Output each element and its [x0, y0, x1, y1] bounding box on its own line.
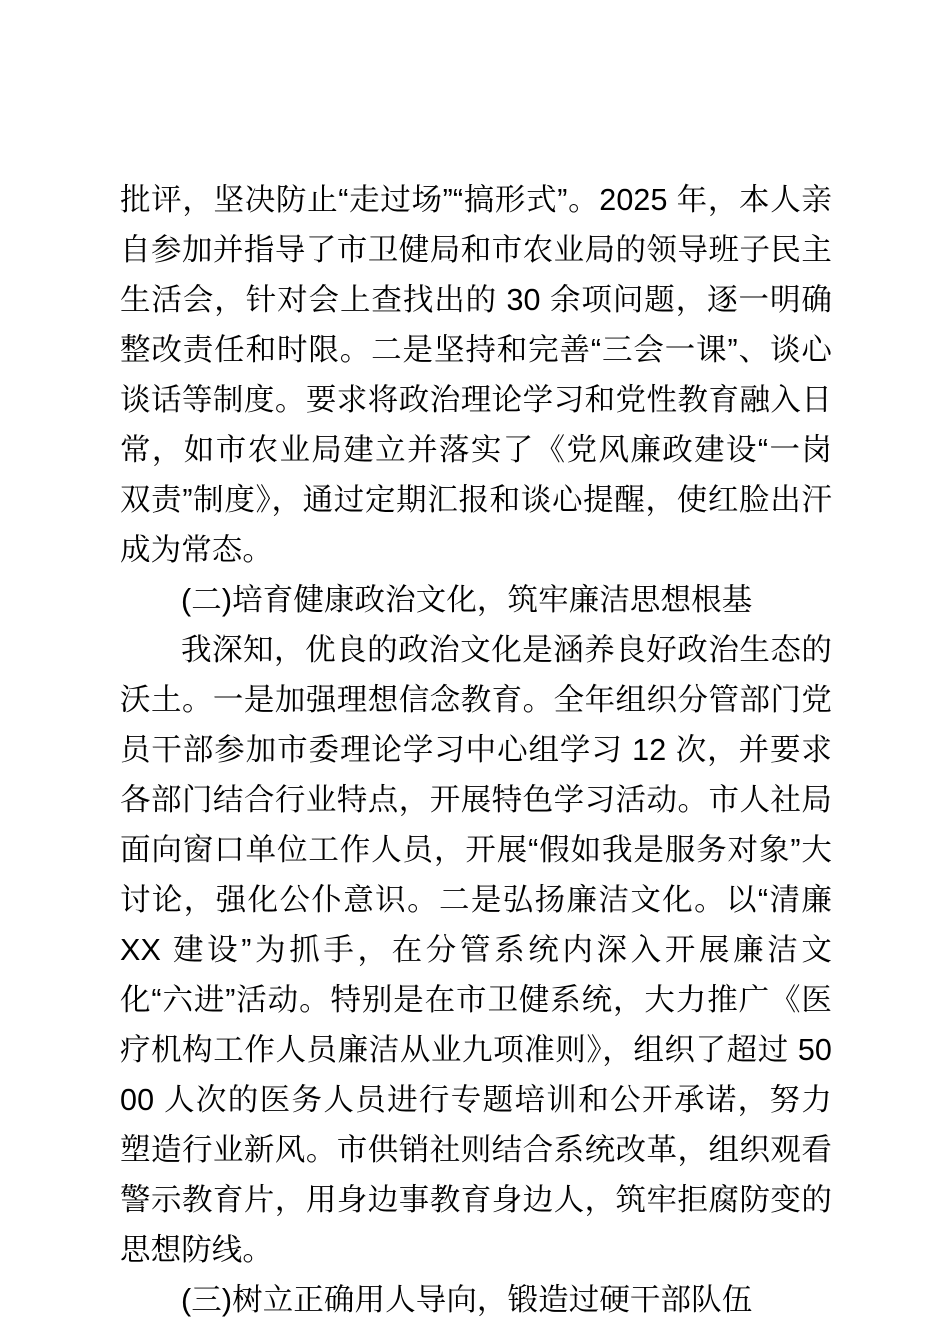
document-body — [120, 175, 832, 1325]
section-heading-two: (二)培育健康政治文化，筑牢廉洁思想根基 — [181, 583, 753, 617]
paragraph-political-culture: 我深知，优良的政治文化是涵养良好政治生态的沃土。一是加强理想信念教育。全年组织分管部门党员干部参加市委理论学习中心组学习 12 次，并要求各部门结合行业特点，开展特色学习活动。市人社局面向窗口单位工作人员，开展“假如我是服务对象”大讨论，强化公仆意识。二是弘扬廉洁文化。以“清廉 XX 建设”为抓手，在分管系统内深入开展廉洁文化“六进”活动。特别是在市卫健系统，大力推广《医疗机构工作人员廉洁从业九项准则》，组织了超过 5000 人次的医务人员进行专题培训和公开承诺，努力塑造行业新风。市供销社则结合系统改革，组织观看警示教育片，用身边事教育身边人，筑牢拒腐防变的思想防线。 — [120, 633, 832, 1267]
paragraph-continuation: 批评，坚决防止“走过场”“搞形式”。2025 年，本人亲自参加并指导了市卫健局和市农业局的领导班子民主生活会，针对会上查找出的 30 余项问题，逐一明确整改责任和时限。二是坚持和完善“三会一课”、谈心谈话等制度。要求将政治理论学习和党性教育融入日常，如市农业局建立并落实了《党风廉政建设“一岗双责”制度》，通过定期汇报和谈心提醒，使红脸出汗成为常态。 — [120, 183, 832, 567]
section-heading-three: (三)树立正确用人导向，锻造过硬干部队伍 — [181, 1283, 753, 1317]
